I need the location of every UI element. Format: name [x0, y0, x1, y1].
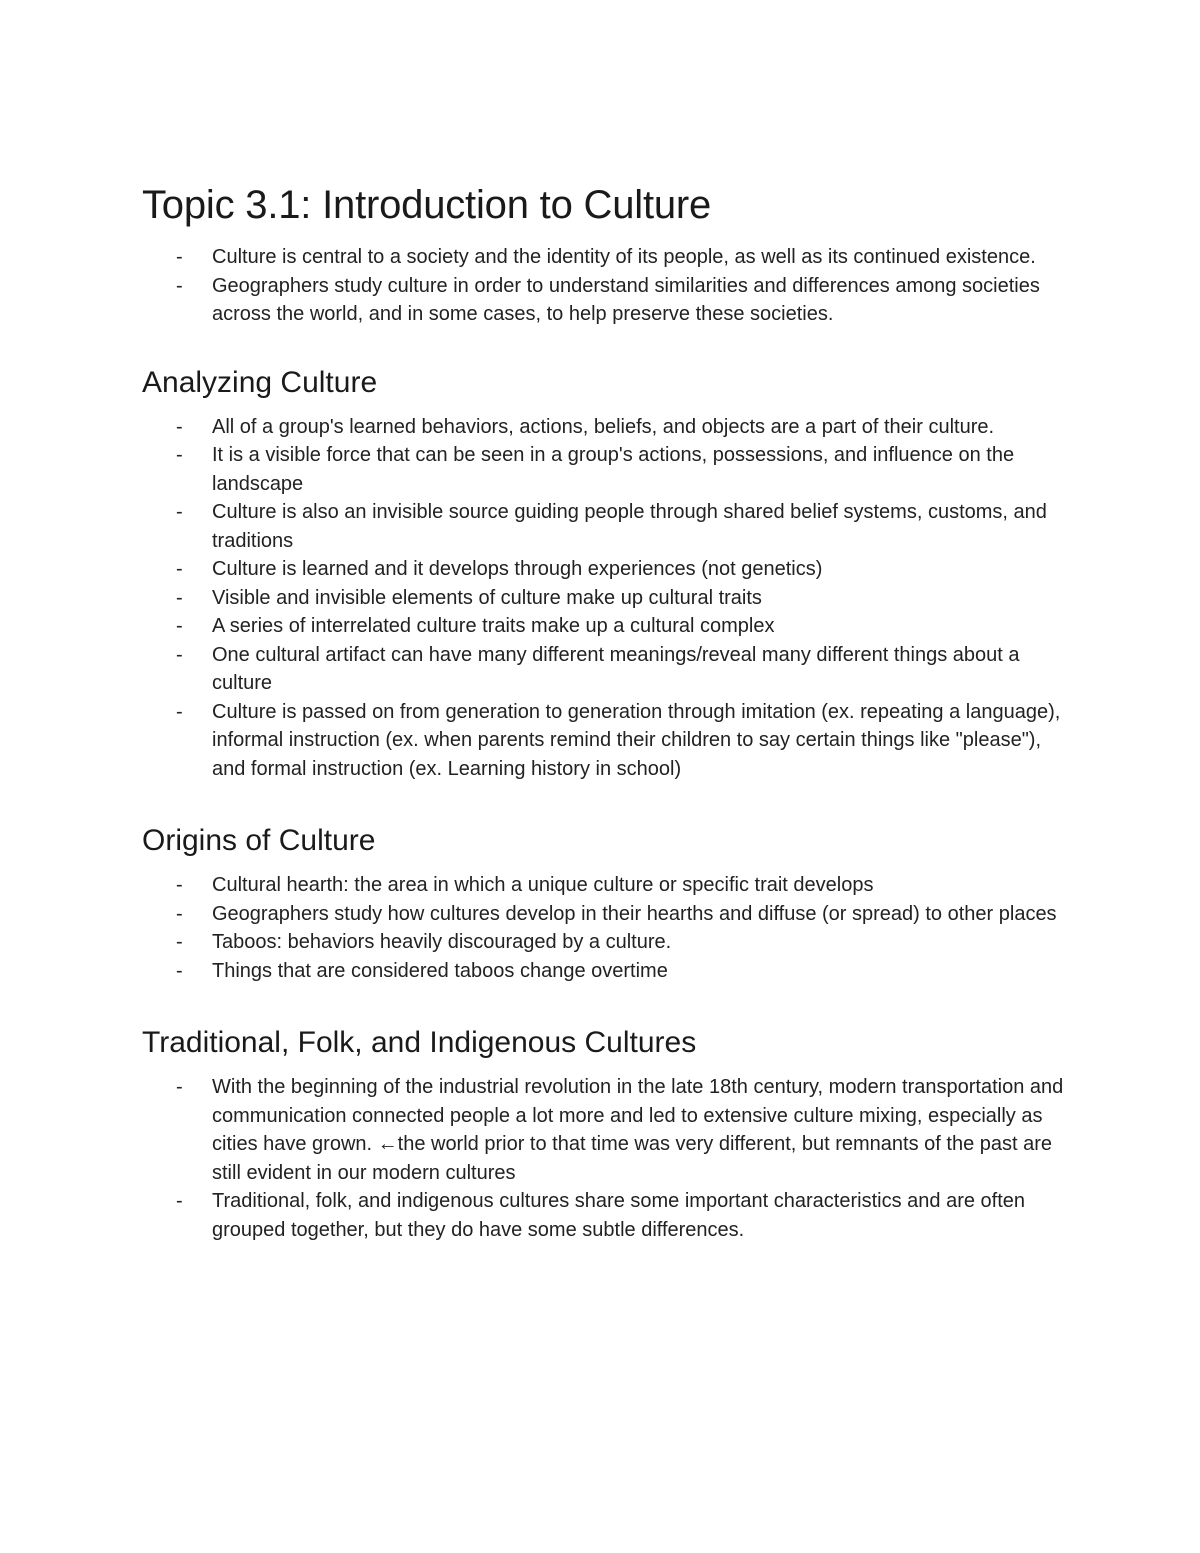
- list-item: [142, 555, 1072, 584]
- list-item-text: Culture is central to a society and the identity of its people, as well as its continued existence.: [212, 246, 1036, 268]
- list-item: [142, 498, 1072, 555]
- list-item: [142, 900, 1072, 929]
- list-item: [142, 1187, 1072, 1244]
- section-traditional-folk-indigenous: [142, 1023, 1072, 1244]
- section-bullet-list: [142, 1073, 1072, 1244]
- bullet-dash: -: [176, 501, 183, 523]
- section-heading: Traditional, Folk, and Indigenous Cultures: [142, 1026, 697, 1059]
- list-item: [142, 243, 1072, 272]
- bullet-dash: -: [176, 700, 183, 723]
- list-item: [142, 928, 1072, 957]
- bullet-dash: -: [176, 415, 183, 438]
- bullet-dash: -: [176, 902, 183, 925]
- list-item: [142, 957, 1072, 986]
- list-item: [142, 272, 1072, 329]
- bullet-dash: -: [176, 931, 183, 953]
- list-item: [142, 441, 1072, 498]
- bullet-dash: -: [176, 558, 183, 580]
- bullet-dash: -: [176, 246, 183, 268]
- list-item: [142, 641, 1072, 698]
- list-item-text: One cultural artifact can have many different meanings/reveal many different things about a culture: [212, 643, 1020, 694]
- section-bullet-list: [142, 413, 1072, 784]
- section-bullet-list: [142, 871, 1072, 985]
- document-page: [142, 176, 1072, 1282]
- bullet-dash: -: [176, 586, 183, 609]
- list-item-text: With the beginning of the industrial revolution in the late 18th century, modern transportation and communication connected people a lot more and led to extensive culture mixing, especially as cities have grown. ←the world prior to that time was very different, but remnants of the past are still evident in our modern cultures: [212, 1076, 1064, 1184]
- list-item-text: All of a group's learned behaviors, actions, beliefs, and objects are a part of their culture.: [212, 415, 995, 438]
- intro-bullet-list: [142, 243, 1072, 329]
- bullet-dash: -: [176, 615, 183, 637]
- list-item: [142, 612, 1072, 641]
- list-item-text: Geographers study culture in order to understand similarities and differences among societies across the world, and in some cases, to help preserve these societies.: [212, 274, 1040, 325]
- list-item-text: Visible and invisible elements of culture make up cultural traits: [212, 586, 762, 609]
- section-heading: Analyzing Culture: [142, 365, 378, 399]
- list-item-text: Culture is passed on from generation to generation through imitation (ex. repeating a language), informal instruction (ex. when parents remind their children to say certain things like "please"), and formal instruction (ex. Learning history in school): [212, 700, 1061, 780]
- bullet-dash: -: [176, 959, 183, 982]
- list-item-text: Things that are considered taboos change overtime: [212, 959, 668, 982]
- list-item-text: Traditional, folk, and indigenous cultures share some important characteristics and are often grouped together, but they do have some subtle differences.: [212, 1190, 1026, 1241]
- bullet-dash: -: [176, 874, 183, 896]
- bullet-dash: -: [176, 274, 183, 297]
- bullet-dash: -: [176, 444, 183, 466]
- intro-section: [142, 176, 1072, 329]
- list-item-text: Geographers study how cultures develop in their hearths and diffuse (or spread) to other places: [212, 902, 1057, 925]
- page-title: Topic 3.1: Introduction to Culture: [142, 183, 712, 227]
- list-item: [142, 698, 1072, 784]
- list-item-text: Cultural hearth: the area in which a unique culture or specific trait develops: [212, 874, 874, 896]
- bullet-dash: -: [176, 1076, 183, 1098]
- list-item-text: Taboos: behaviors heavily discouraged by a culture.: [212, 931, 672, 953]
- section-analyzing-culture: [142, 363, 1072, 784]
- section-origins-of-culture: [142, 821, 1072, 985]
- bullet-dash: -: [176, 1190, 183, 1212]
- list-item-text: A series of interrelated culture traits make up a cultural complex: [212, 615, 775, 637]
- list-item-text: Culture is also an invisible source guiding people through shared belief systems, customs, and traditions: [212, 501, 1047, 552]
- bullet-dash: -: [176, 643, 183, 666]
- list-item: [142, 1073, 1072, 1187]
- list-item: [142, 871, 1072, 900]
- section-heading: Origins of Culture: [142, 824, 376, 857]
- list-item: [142, 413, 1072, 442]
- list-item-text: It is a visible force that can be seen in a group's actions, possessions, and influence on the landscape: [212, 444, 1015, 495]
- list-item-text: Culture is learned and it develops through experiences (not genetics): [212, 558, 823, 580]
- list-item: [142, 584, 1072, 613]
